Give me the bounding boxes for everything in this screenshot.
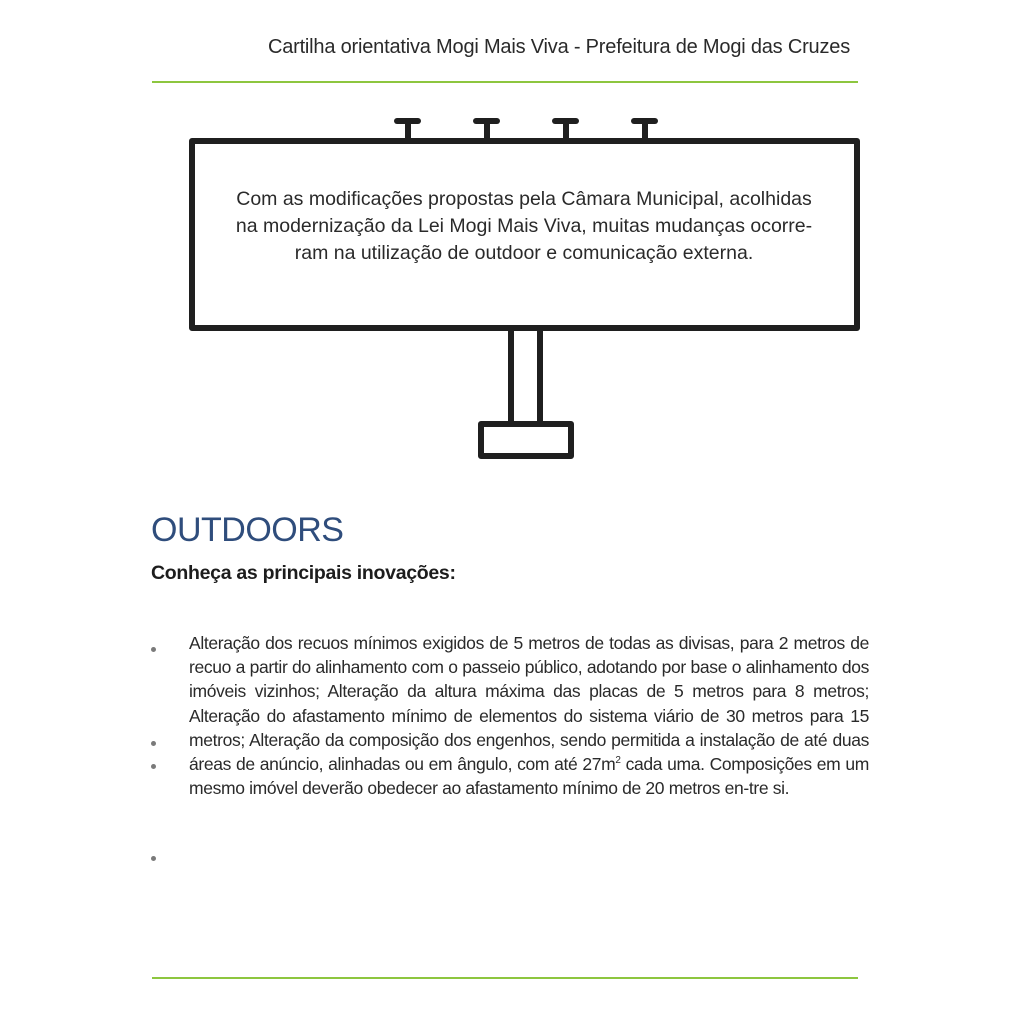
superscript-two: 2 bbox=[615, 755, 621, 767]
paragraph-text-end: cada uma. Composições em um mesmo imóvel deverão obedecer ao afastamento mínimo de 20 metros en-tre si. bbox=[189, 754, 869, 799]
billboard-text: Com as modificações propostas pela Câmara Municipal, acolhidas na modernização da Lei Mogi Mais Viva, muitas mudanças ocorre- ram na utilização de outdoor e comunicação externa. bbox=[235, 188, 813, 264]
section-subtitle: Conheça as principais inovações: bbox=[151, 562, 456, 584]
bullet-icon bbox=[151, 764, 156, 769]
header-title: Cartilha orientativa Mogi Mais Viva - Prefeitura de Mogi das Cruzes bbox=[267, 36, 850, 58]
innovations-paragraph bbox=[189, 631, 869, 800]
paragraph-text-start: Alteração dos recuos mínimos exigidos de 5 metros de todas as divisas, para 2 metros de recuo a partir do alinhamento com o passeio público, adotando por base o alinhamento dos imóveis vizinhos; Alteração da altura máxima das placas de 5 metros para 8 metros; Alteração do afastamento mínimo de elementos do sistema viário de 30 metros para 15 metros; Alteração da composição dos engenhos, sendo permitida a instalação de até duas áreas de anúncio, alinhadas ou em ângulo, com até 27m bbox=[189, 633, 869, 775]
footer-divider bbox=[152, 977, 858, 979]
section-title: OUTDOORS bbox=[151, 511, 344, 549]
bullet-icon bbox=[151, 741, 156, 746]
bullet-icon bbox=[151, 856, 156, 861]
bullet-icon bbox=[151, 647, 156, 652]
